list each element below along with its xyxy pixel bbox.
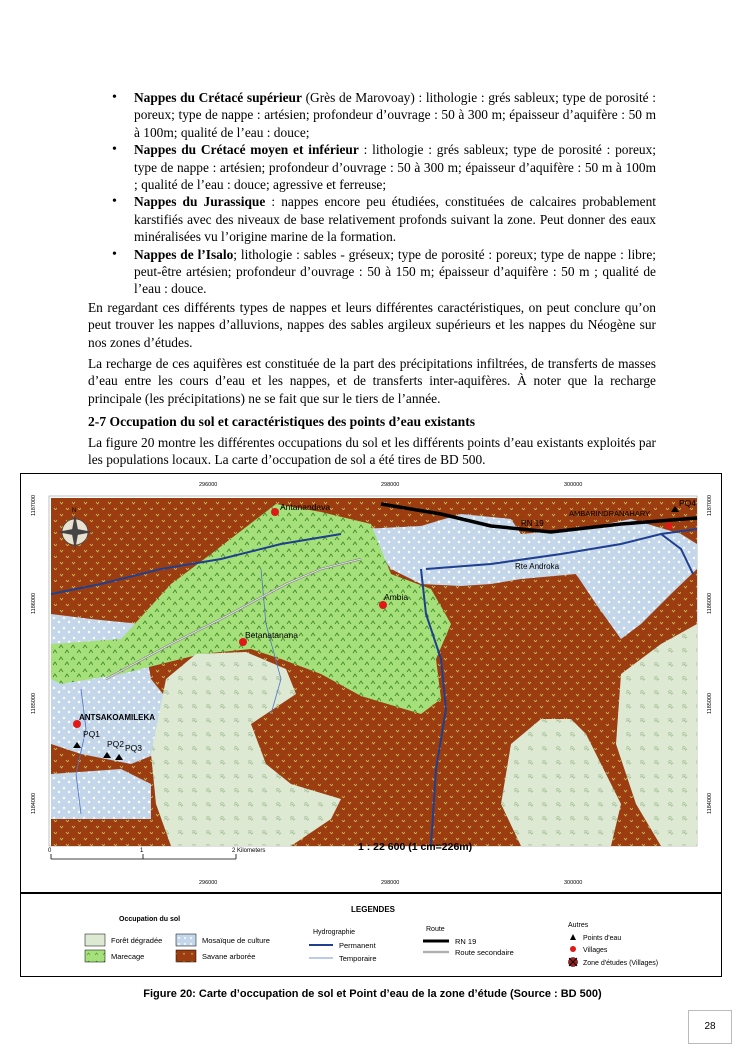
svg-text:Mosaïque de culture: Mosaïque de culture [202,936,270,945]
svg-text:Forêt dégradée: Forêt dégradée [111,936,163,945]
y-coord-label: 1186000 [707,592,713,614]
svg-text:RN 19: RN 19 [455,937,477,946]
water-point-label: PQ1 [83,729,101,739]
water-point-label: PQ4 [679,498,697,508]
svg-text:Permanent: Permanent [339,941,376,950]
x-coord-label: 300000 [564,482,583,488]
svg-text:Route: Route [426,926,445,933]
village-label: ANTSAKOAMILEKA [79,713,155,722]
paragraph-conclusion: En regardant ces différents types de nappes et leurs différentes caractéristiques, on peut conclure qu’on peut trouver les nappes d’alluvions, nappes des sables argileux supérieurs et les nappes du Néogène sur nos zones d’études. [88,300,656,350]
svg-text:Autres: Autres [568,922,589,929]
svg-text:Villages: Villages [583,947,608,954]
svg-text:Points d'eau: Points d'eau [583,935,622,942]
map-legend [20,893,722,977]
svg-text:Temporaire: Temporaire [339,954,377,963]
village-label: Ambia [384,592,409,602]
y-coord-label: 1184000 [31,792,37,814]
water-point-icon [570,934,576,940]
y-coord-label: 1185000 [707,692,713,714]
paragraph-figure-intro: La figure 20 montre les différentes occupations du sol et les différents points d’eau existants exploités par les populations locaux. La carte d’occupation de sol a été tires de BD 500. [88,435,656,468]
river-label: Rte Androka [515,562,560,571]
village-marker [271,508,279,516]
svg-text:Marecage: Marecage [111,952,145,961]
land-use-map [20,473,722,893]
village-label: Antanandava [280,502,331,512]
figure-caption: Figure 20: Carte d’occupation de sol et Point d’eau de la zone d’étude (Source : BD 500) [143,988,602,1000]
svg-text:Hydrographie: Hydrographie [313,929,356,936]
village-label: Betanatanana [245,630,298,640]
x-coord-label: 298000 [381,880,400,886]
water-point-label: PQ2 [107,739,125,749]
legend-svg [21,894,721,976]
svg-text:Savane arborée: Savane arborée [202,952,256,961]
y-coord-label: 1185000 [31,692,37,714]
svg-text:1: 1 [140,848,144,854]
y-coord-label: 1186000 [31,592,37,614]
svg-text:N: N [72,508,77,514]
village-marker [666,523,673,530]
x-coord-label: 298000 [381,482,400,488]
y-coord-label: 1184000 [707,792,713,814]
list-item: • Nappes du Crétacé moyen et inférieur : lithologie : grés sableux; type de porosité : poreux; type de nappe : artésien; profondeur d’ouvrage : 50 à 300 m; épaisseur d’aquifère : 50 m à 100m ; qualité de l’eau : douce; agressive et ferreuse; [108,141,656,193]
svg-text:Occupation du sol: Occupation du sol [119,916,181,923]
svg-text:2 Kilometers: 2 Kilometers [232,848,266,854]
x-coord-label: 300000 [564,880,583,886]
village-marker [379,601,387,609]
paragraph-recharge: La recharge de ces aquifères est constituée de la part des précipitations infiltrées, de transferts de masses d’eau entre les cours d’eau et les nappes, et de transferts inter-aquifères. À noter que la recharge principale (les précipitations) ne se fait que sur le tiers de l’année. [88,356,656,406]
x-coord-label: 296000 [199,482,218,488]
page-number: 28 [688,1010,732,1044]
y-coord-label: 1187000 [707,494,713,516]
rn19-label: RN 19 [521,519,544,528]
list-item: • Nappes de l’Isalo; lithologie : sables - gréseux; type de porosité : poreux; type de nappe : libre; peut-être artésien; profondeur d’ouvrage : 50 à 150 m; épaisseur d’aquifère : 50 m ; qualité de l’eau : douce. [108,246,656,298]
list-item: • Nappes du Jurassique : nappes encore peu étudiées, constituées de calcaires probablement karstifiés avec des niveaux de base relativement profonds suivant la zone. Peut donner des eaux minéralisées vu l’origine marine de la formation. [108,193,656,245]
water-point-label: PQ3 [125,743,143,753]
mosaique-area [51,769,151,819]
list-item: • Nappes du Crétacé supérieur (Grès de Marovoay) : lithologie : grés sableux; type de porosité : poreux; type de nappe : artésien; profondeur d’ouvrage : 50 à 300 m; épaisseur d’aquifère : 50 m à 100m; qualité de l’eau : douce; [108,89,656,141]
legend-title: LEGENDES [351,905,396,914]
aquifer-list [108,89,656,298]
x-coord-label: 296000 [199,880,218,886]
scale-label: 1 : 22 600 (1 cm=226m) [358,841,473,853]
y-coord-label: 1187000 [31,494,37,516]
map-svg [21,474,721,892]
svg-text:0: 0 [48,848,52,854]
scale-bar [48,848,265,859]
village-label: AMBARINDRANAHARY [569,509,651,518]
svg-text:Zone d'études (Villages): Zone d'études (Villages) [583,960,659,967]
village-icon [570,946,576,952]
svg-text:Route secondaire: Route secondaire [455,948,514,957]
section-heading: 2-7 Occupation du sol et caractéristiques des points d’eau existants [88,414,476,429]
